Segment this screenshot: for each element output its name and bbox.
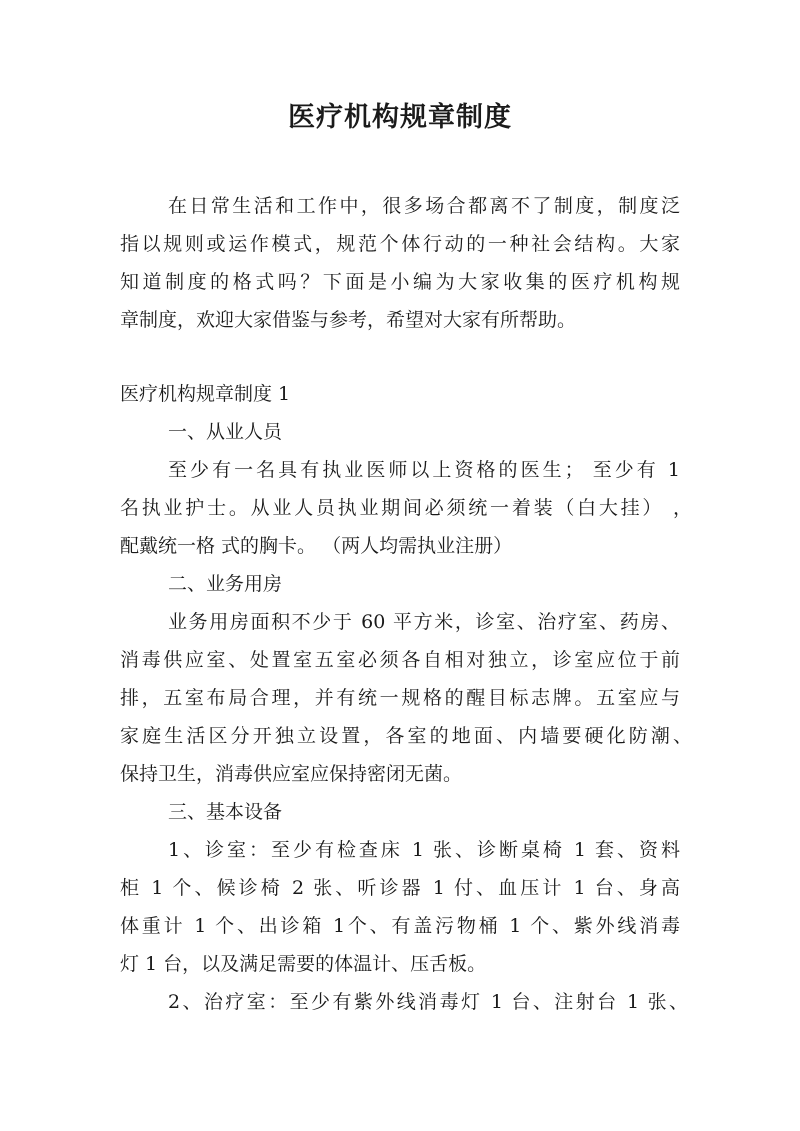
paragraph-line: 柜 1 个、候诊椅 2 张、听诊器 1 付、血压计 1 台、身高 — [120, 877, 680, 899]
section-title: 医疗机构规章制度 1 — [120, 383, 291, 405]
paragraph-line: 保持卫生，消毒供应室应保持密闭无菌。 — [120, 763, 463, 785]
paragraph-line: 配戴统一格 式的胸卡。 （两人均需执业注册） — [120, 535, 513, 557]
section-heading: 三、基本设备 — [168, 801, 283, 823]
paragraph-line: 家庭生活区分开独立设置，各室的地面、内墙要硬化防潮、 — [120, 725, 692, 747]
intro-line: 章制度，欢迎大家借鉴与参考，希望对大家有所帮助。 — [120, 309, 577, 331]
paragraph-line: 1、诊室：至少有检查床 1 张、诊断桌椅 1 套、资料 — [168, 839, 680, 861]
intro-line: 指以规则或运作模式，规范个体行动的一种社会结构。大家 — [120, 233, 680, 255]
paragraph-line: 灯 1 台，以及满足需要的体温计、压舌板。 — [120, 953, 487, 975]
intro-line: 在日常生活和工作中，很多场合都离不了制度，制度泛 — [168, 195, 680, 217]
section-heading: 一、从业人员 — [168, 421, 283, 443]
section-heading: 二、业务用房 — [168, 573, 283, 595]
paragraph-line: 排，五室布局合理，并有统一规格的醒目标志牌。五室应与 — [120, 687, 680, 709]
document-title: 医疗机构规章制度 — [288, 102, 512, 133]
paragraph-line: 名执业护士。从业人员执业期间必须统一着装（白大挂） ， — [120, 497, 692, 519]
paragraph-line: 2、治疗室：至少有紫外线消毒灯 1 台、注射台 1 张、 — [168, 991, 688, 1013]
paragraph-line: 至少有一名具有执业医师以上资格的医生； 至少有 1 — [168, 459, 680, 481]
paragraph-line: 体重计 1 个、出诊箱 1个、有盖污物桶 1 个、紫外线消毒 — [120, 915, 680, 937]
paragraph-line: 业务用房面积不少于 60 平方米，诊室、治疗室、药房、 — [168, 611, 680, 633]
intro-line: 知道制度的格式吗？下面是小编为大家收集的医疗机构规 — [120, 271, 680, 293]
paragraph-line: 消毒供应室、处置室五室必须各自相对独立，诊室应位于前 — [120, 649, 680, 671]
